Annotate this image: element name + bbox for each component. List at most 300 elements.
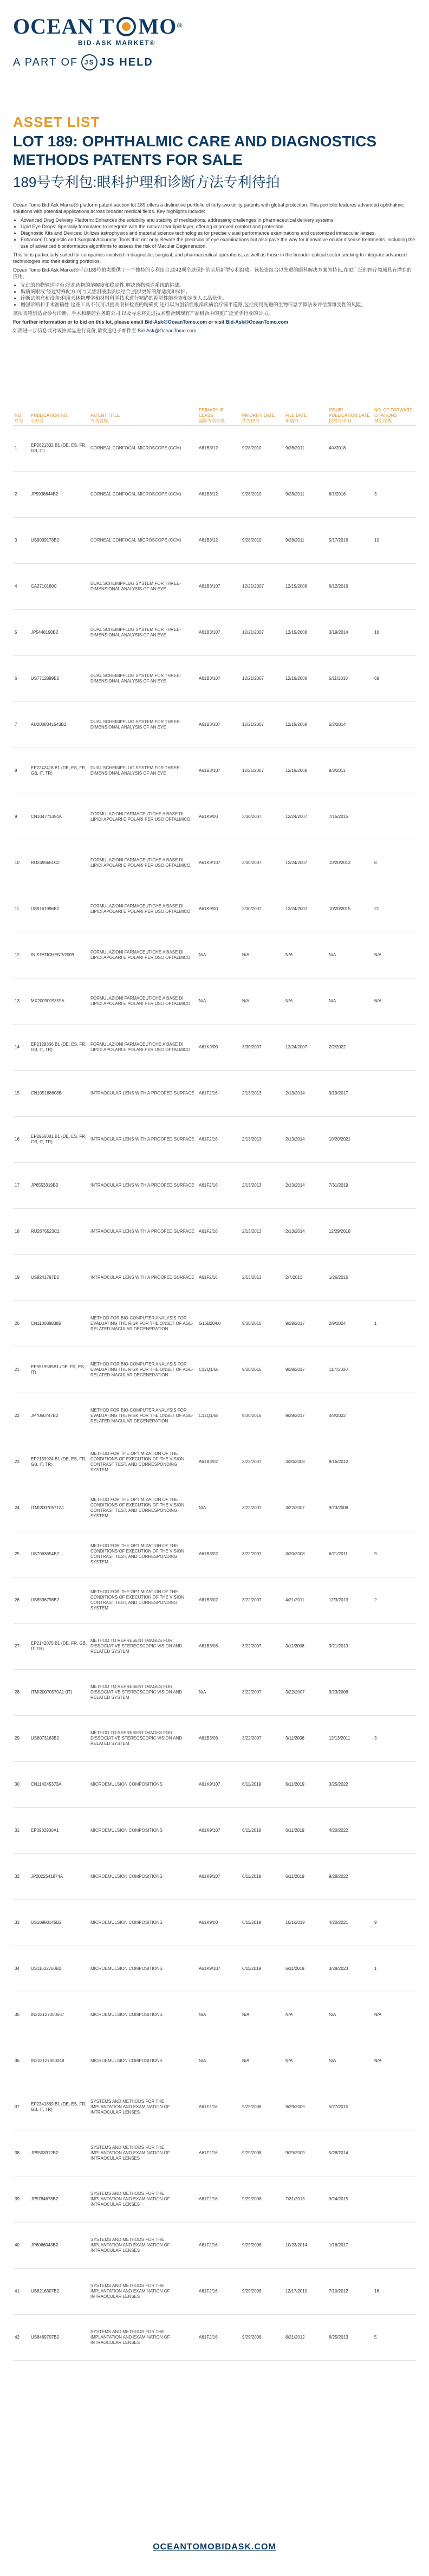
patent-title: FORMULAZIONI FARMACEUTICHE A BASE DI LIPIDI APOLARI E POLARI PER USO OFTALMICO xyxy=(89,1025,197,1071)
highlight-item: • Lipid Eye Drops: Specially formulated to integrate with the natural tear lipid layer, offering improved comfort and protection. xyxy=(21,223,416,230)
row-number: 10 xyxy=(13,840,29,886)
publication-number: US8073163B2 xyxy=(29,1716,89,1762)
publication-number: CN105188608B xyxy=(29,1071,89,1117)
contact-site-link[interactable]: Bid-Ask@OceanTomo.com xyxy=(225,319,288,325)
footer-website-link[interactable]: OCEANTOMOBIDASK.COM xyxy=(153,2542,276,2552)
priority-date: 6/11/2019 xyxy=(240,1808,284,1854)
column-header-label: PRIORITY DATE xyxy=(242,413,275,418)
patent-title: SYSTEMS AND METHODS FOR THE IMPLANTATION AND EXAMINATION OF INTRAOCULAR LENSES xyxy=(89,2269,197,2315)
issue-date: 12/29/2018 xyxy=(327,1209,373,1255)
table-row xyxy=(13,1854,416,1900)
priority-date: 9/30/2016 xyxy=(240,1347,284,1393)
patent-table-container xyxy=(13,407,416,2361)
publication-number: US9161996B2 xyxy=(29,886,89,932)
logo-text-right: M xyxy=(138,14,160,38)
column-header-label-chinese: 申请日 xyxy=(285,418,298,423)
column-header xyxy=(29,407,89,426)
table-row xyxy=(13,2223,416,2269)
priority-date: 2/13/2013 xyxy=(240,1255,284,1301)
file-date: 3/11/2008 xyxy=(284,1716,327,1762)
ip-class: A61F2/16 xyxy=(197,2315,240,2361)
publication-number: EP2142075 B1 (DE, FR, GB, IT, TR) xyxy=(29,1624,89,1670)
ip-class: C12Q1/68 xyxy=(197,1393,240,1439)
row-number: 42 xyxy=(13,2315,29,2361)
highlight-item: • Enhanced Diagnostic and Surgical Accuracy: Tools that not only elevate the precision of eye examinations but also pave the way for innovative ocular disease treatments, including the use of advanced bioinformatics algorithms to assess the risk of Macular Degeneration. xyxy=(21,236,416,249)
patent-title: SYSTEMS AND METHODS FOR THE IMPLANTATION AND EXAMINATION OF INTRAOCULAR LENSES xyxy=(89,2315,197,2361)
issue-date: N/A xyxy=(327,1992,373,2038)
forward-citations xyxy=(373,1854,416,1900)
row-number: 5 xyxy=(13,610,29,656)
ip-class: A61F2/16 xyxy=(197,1255,240,1301)
priority-date: 3/22/2007 xyxy=(240,1670,284,1716)
forward-citations xyxy=(373,1670,416,1716)
file-date: 12/24/2007 xyxy=(284,840,327,886)
publication-number: EP3519585B1 (DE, FR, ES, IT) xyxy=(29,1347,89,1393)
file-date: 10/1/2019 xyxy=(284,1900,327,1946)
patent-title: INTRAOCULAR LENS WITH A PROOFED SURFACE xyxy=(89,1071,197,1117)
publication-number: JP5448198B2 xyxy=(29,610,89,656)
patent-title: CORNEAL CONFOCAL MICROSCOPE (CCM) xyxy=(89,426,197,472)
row-number: 15 xyxy=(13,1071,29,1117)
file-date: 12/24/2007 xyxy=(284,886,327,932)
priority-date: 3/22/2007 xyxy=(240,1577,284,1624)
ip-class: A61F2/16 xyxy=(197,2223,240,2269)
column-header-label-chinese: 授权/公开日 xyxy=(329,418,352,423)
column-header-label: PUBLICATION NO. xyxy=(31,413,69,418)
patent-title: METHOD FOR THE OPTIMIZATION OF THE CONDITIONS OF EXECUTION OF THE VISION CONTRAST TEST, AND CORRESPONDING SYSTEM xyxy=(89,1577,197,1624)
file-date: 3/20/2008 xyxy=(284,1531,327,1577)
patent-title: METHOD TO REPRESENT IMAGES FOR DISSOCIATIVE STEREOSCOPIC VISION AND RELATED SYSTEM xyxy=(89,1716,197,1762)
ip-class: N/A xyxy=(197,1670,240,1716)
priority-date: 12/21/2007 xyxy=(240,702,284,748)
publication-number: CN104771354A xyxy=(29,794,89,840)
table-row xyxy=(13,1301,416,1347)
ip-class: A61B3/12 xyxy=(197,472,240,518)
row-number: 39 xyxy=(13,2176,29,2223)
logo-text-end: O xyxy=(159,14,177,38)
row-number: 34 xyxy=(13,1946,29,1992)
priority-date: 9/29/2008 xyxy=(240,2130,284,2176)
priority-date: 12/21/2007 xyxy=(240,748,284,794)
table-row xyxy=(13,1670,416,1716)
column-header-label: NO. OF FORWARD CITATIONS xyxy=(374,408,413,418)
patent-title: FORMULAZIONI FARMACEUTICHE A BASE DI LIPIDI APOLARI E POLARI PER USO OFTALMICO xyxy=(89,840,197,886)
priority-date: 9/29/2008 xyxy=(240,2084,284,2130)
issue-date: N/A xyxy=(327,2038,373,2084)
column-header xyxy=(284,407,327,426)
row-number: 24 xyxy=(13,1485,29,1531)
publication-number: EP3982930A1 xyxy=(29,1808,89,1854)
file-date: 6/21/2012 xyxy=(284,2315,327,2361)
column-header xyxy=(89,407,197,426)
table-row xyxy=(13,1439,416,1485)
table-row xyxy=(13,2269,416,2315)
publication-number: CN110088838B xyxy=(29,1301,89,1347)
file-date: 2/13/2014 xyxy=(284,1071,327,1117)
file-date: 4/21/2011 xyxy=(284,1577,327,1624)
issue-date: 3/25/2022 xyxy=(327,1762,373,1808)
ocean-tomo-logo[interactable] xyxy=(13,15,416,47)
issue-date: 12/13/2011 xyxy=(327,1716,373,1762)
file-date: 9/29/2017 xyxy=(284,1393,327,1439)
ip-class: N/A xyxy=(197,978,240,1025)
priority-date: 12/21/2007 xyxy=(240,656,284,702)
file-date: 12/19/2008 xyxy=(284,656,327,702)
issue-date: N/A xyxy=(327,978,373,1025)
column-header-label-chinese: 优先权日 xyxy=(242,418,259,423)
publication-number: US10980145B2 xyxy=(29,1900,89,1946)
highlights-list-chinese xyxy=(13,282,416,308)
patent-title: INTRAOCULAR LENS WITH A PROOFED SURFACE xyxy=(89,1255,197,1301)
forward-citations xyxy=(373,1485,416,1531)
column-header-label: PRIMARY IP CLASS xyxy=(199,408,224,418)
file-date: 2/13/2014 xyxy=(284,1163,327,1209)
patent-title: DUAL SCHEIMPFLUG SYSTEM FOR THREE-DIMENSIONAL ANALYSIS OF AN EYE xyxy=(89,748,197,794)
part-of-line xyxy=(13,54,416,70)
patent-title: CORNEAL CONFOCAL MICROSCOPE (CCM) xyxy=(89,518,197,564)
forward-citations: N/A xyxy=(373,932,416,978)
table-row xyxy=(13,1163,416,1209)
priority-date: 3/22/2007 xyxy=(240,1439,284,1485)
table-row xyxy=(13,978,416,1025)
priority-date: 3/22/2007 xyxy=(240,1531,284,1577)
forward-citations: 16 xyxy=(373,2269,416,2315)
file-date: 9/28/2011 xyxy=(284,472,327,518)
ip-class: A61B3/08 xyxy=(197,1624,240,1670)
row-number: 13 xyxy=(13,978,29,1025)
priority-date: 3/30/2007 xyxy=(240,886,284,932)
issue-date: 9/24/2015 xyxy=(327,2176,373,2223)
forward-citations: 9 xyxy=(373,1900,416,1946)
publication-number: ITMI20070571A1 xyxy=(29,1485,89,1531)
publication-number: US7712899B2 xyxy=(29,656,89,702)
issue-date: 3/28/2023 xyxy=(327,1946,373,1992)
forward-citations xyxy=(373,794,416,840)
row-number: 27 xyxy=(13,1624,29,1670)
contact-line-chinese xyxy=(13,327,416,334)
table-row xyxy=(13,2084,416,2130)
priority-date: 9/28/2010 xyxy=(240,518,284,564)
publication-number: ITMI20070570A1 (IT) xyxy=(29,1670,89,1716)
js-held-name: JS HELD xyxy=(100,56,153,68)
highlight-item-chinese: • 诊断试剂盒和设备:利用天体物理学和材料科学技术进行精确的视觉性能检查和定制人工晶状体。 xyxy=(21,295,416,301)
row-number: 12 xyxy=(13,932,29,978)
priority-date: 9/28/2010 xyxy=(240,426,284,472)
ip-class: A61B3/107 xyxy=(197,748,240,794)
table-row xyxy=(13,1209,416,1255)
forward-citations: 21 xyxy=(373,886,416,932)
priority-date: 2/13/2013 xyxy=(240,1117,284,1163)
publication-number: JP5938644B2 xyxy=(29,472,89,518)
table-row xyxy=(13,2130,416,2176)
issue-date: 8/3/2011 xyxy=(327,748,373,794)
forward-citations xyxy=(373,1624,416,1670)
publication-number: CA2710160C xyxy=(29,564,89,610)
priority-date: 3/22/2007 xyxy=(240,1485,284,1531)
table-row xyxy=(13,1117,416,1163)
table-row xyxy=(13,1992,416,2038)
ip-class: C12Q1/68 xyxy=(197,1347,240,1393)
column-header xyxy=(240,407,284,426)
publication-number: JP6066043B2 xyxy=(29,2223,89,2269)
publication-number: JP5503912B2 xyxy=(29,2130,89,2176)
priority-date: 3/30/2007 xyxy=(240,1025,284,1071)
ip-class: A61F2/16 xyxy=(197,1117,240,1163)
column-header-label-chinese: 国际专利分类 xyxy=(199,418,225,423)
js-held-logo[interactable] xyxy=(81,54,153,70)
column-header xyxy=(13,407,29,426)
file-date: 12/19/2008 xyxy=(284,748,327,794)
issue-date: 7/15/2015 xyxy=(327,794,373,840)
table-row xyxy=(13,1347,416,1393)
priority-date: N/A xyxy=(240,978,284,1025)
row-number: 14 xyxy=(13,1025,29,1071)
ip-class: N/A xyxy=(197,1485,240,1531)
publication-number: US9241787B2 xyxy=(29,1255,89,1301)
column-header-label: FILE DATE xyxy=(285,413,307,418)
file-date: 3/22/2007 xyxy=(284,1485,327,1531)
row-number: 28 xyxy=(13,1670,29,1716)
patent-title: METHOD TO REPRESENT IMAGES FOR DISSOCIATIVE STEREOSCOPIC VISION AND RELATED SYSTEM xyxy=(89,1624,197,1670)
issue-date: 9/23/2008 xyxy=(327,1485,373,1531)
forward-citations xyxy=(373,2223,416,2269)
column-header-label-chinese: 公开号 xyxy=(31,418,44,423)
publication-number: EP2621332 B1 (DE, ES, FR, GB, IT) xyxy=(29,426,89,472)
publication-number: AU2008341543B2 xyxy=(29,702,89,748)
patent-title: INTRAOCULAR LENS WITH A PROOFED SURFACE xyxy=(89,1117,197,1163)
row-number: 32 xyxy=(13,1854,29,1900)
table-row xyxy=(13,518,416,564)
publication-number: JP5784678B2 xyxy=(29,2176,89,2223)
patent-title: MICROEMULSION COMPOSITIONS xyxy=(89,1762,197,1808)
table-row xyxy=(13,794,416,840)
table-row xyxy=(13,472,416,518)
row-number: 9 xyxy=(13,794,29,840)
issue-date: 2/2/2022 xyxy=(327,1025,373,1071)
ip-class: A61K9/00 xyxy=(197,886,240,932)
patent-title: MICROEMULSION COMPOSITIONS xyxy=(89,1808,197,1854)
file-date: 3/20/2008 xyxy=(284,1439,327,1485)
ip-class: A61K9/107 xyxy=(197,1808,240,1854)
forward-citations: N/A xyxy=(373,978,416,1025)
forward-citations xyxy=(373,1025,416,1071)
column-header-label: NO. xyxy=(15,413,23,418)
row-number: 11 xyxy=(13,886,29,932)
priority-date: 2/13/2013 xyxy=(240,1071,284,1117)
highlight-item-chinese: • 脂质滴眼液:经过特殊配方,可与天然泪液脂质层结合,提供更好的舒适度和保护。 xyxy=(21,288,416,295)
publication-number: EP2129366 B1 (DE, ES, FR, GB, IT, TR) xyxy=(29,1025,89,1071)
ip-class: A61K9/107 xyxy=(197,840,240,886)
forward-citations xyxy=(373,1439,416,1485)
forward-citations xyxy=(373,1117,416,1163)
priority-date: N/A xyxy=(240,2038,284,2084)
ip-class: A61B3/02 xyxy=(197,1439,240,1485)
table-row xyxy=(13,564,416,610)
priority-date: 9/29/2008 xyxy=(240,2176,284,2223)
publication-number: RU2676523C2 xyxy=(29,1209,89,1255)
ip-class: N/A xyxy=(197,932,240,978)
row-number: 3 xyxy=(13,518,29,564)
file-date: 6/11/2019 xyxy=(284,1808,327,1854)
issue-date: 5/11/2010 xyxy=(327,656,373,702)
file-date: 2/13/2014 xyxy=(284,1209,327,1255)
priority-date: 3/30/2007 xyxy=(240,794,284,840)
issue-date: 9/19/2017 xyxy=(327,1071,373,1117)
patent-title: MICROEMULSION COMPOSITIONS xyxy=(89,1900,197,1946)
intro-section xyxy=(13,202,416,336)
file-date: 12/19/2008 xyxy=(284,610,327,656)
contact-lead: For further information or to bid on this lot, please email xyxy=(13,319,144,325)
publication-number: IN202127000048 xyxy=(29,2038,89,2084)
file-date: 6/11/2019 xyxy=(284,1854,327,1900)
forward-citations xyxy=(373,2130,416,2176)
file-date: 9/28/2011 xyxy=(284,518,327,564)
suitability-paragraph-chinese: 该拍卖特别适合参与诊断、手术和制药业务的公司,以及寻求将先进技术整合到现有产品组合中的更广泛光学行业的公司。 xyxy=(13,311,273,316)
publication-number: EP2139924 B1 (DE, ES, FR, GB, IT, TR) xyxy=(29,1439,89,1485)
table-row xyxy=(13,1025,416,1071)
table-row xyxy=(13,1946,416,1992)
issue-date: 4/8/2022 xyxy=(327,1393,373,1439)
contact-email-link-chinese[interactable]: Bid-Ask@OceanTomo.com xyxy=(138,328,197,333)
priority-date: 6/11/2019 xyxy=(240,1946,284,1992)
file-date: 6/11/2019 xyxy=(284,1762,327,1808)
ip-class: A61K9/00 xyxy=(197,1900,240,1946)
patent-title: SYSTEMS AND METHODS FOR THE IMPLANTATION AND EXAMINATION OF INTRAOCULAR LENSES xyxy=(89,2084,197,2130)
patent-title: METHOD FOR BIO-COMPUTER ANALYSIS FOR EVALUATING THE RISK FOR THE ONSET OF AGE-RELATED MACULAR DEGENERATION xyxy=(89,1301,197,1347)
patent-title: DUAL SCHEIMPFLUG SYSTEM FOR THREE-DIMENSIONAL ANALYSIS OF AN EYE xyxy=(89,702,197,748)
forward-citations: 2 xyxy=(373,1577,416,1624)
ip-class: A61K9/107 xyxy=(197,1762,240,1808)
issue-date: 6/12/2016 xyxy=(327,564,373,610)
publication-number: CN114245373A xyxy=(29,1762,89,1808)
forward-citations: N/A xyxy=(373,2038,416,2084)
ip-class: A61F2/16 xyxy=(197,2084,240,2130)
patent-title: FORMULAZIONI FARMACEUTICHE A BASE DI LIPIDI APOLARI E POLARI PER USO OFTALMICO xyxy=(89,886,197,932)
ip-class: A61B3/12 xyxy=(197,518,240,564)
file-date: 2/7/2013 xyxy=(284,1255,327,1301)
forward-citations xyxy=(373,564,416,610)
forward-citations: 9 xyxy=(373,1531,416,1577)
issue-date: 6/1/2016 xyxy=(327,472,373,518)
file-date: 12/19/2008 xyxy=(284,702,327,748)
publication-number: EP2956081 B1 (DE, ES, FR, GB, IT, TR) xyxy=(29,1117,89,1163)
contact-email-link[interactable]: Bid-Ask@OceanTomo.com xyxy=(145,319,207,325)
publication-number: US8469707B2 xyxy=(29,2315,89,2361)
table-row xyxy=(13,656,416,702)
file-date: 6/11/2019 xyxy=(284,1946,327,1992)
issue-date: 11/4/2020 xyxy=(327,1347,373,1393)
table-row xyxy=(13,1900,416,1946)
ip-class: G16B20/00 xyxy=(197,1301,240,1347)
publication-number: JP7050747B2 xyxy=(29,1393,89,1439)
suitability-paragraph: This lot is particularly suited for companies involved in diagnostic, surgical, and pharmaceutical operations, as well as those in the broader optical sector seeking to integrate advanced technologies into their existing portfolios. xyxy=(13,252,407,264)
file-date: N/A xyxy=(284,1992,327,2038)
table-row xyxy=(13,932,416,978)
issue-date: 12/3/2013 xyxy=(327,1577,373,1624)
ip-class: N/A xyxy=(197,2038,240,2084)
table-row xyxy=(13,2176,416,2223)
file-date: 9/29/2009 xyxy=(284,2084,327,2130)
column-header-label: PATENT TITLE xyxy=(90,413,120,418)
row-number: 18 xyxy=(13,1209,29,1255)
forward-citations xyxy=(373,1393,416,1439)
publication-number: US7963654B2 xyxy=(29,1531,89,1577)
forward-citations: 1 xyxy=(373,1301,416,1347)
forward-citations xyxy=(373,1808,416,1854)
issue-date: 4/20/2021 xyxy=(327,1900,373,1946)
issue-date: 9/16/2012 xyxy=(327,1439,373,1485)
contact-line xyxy=(13,319,416,325)
patent-title: INTRAOCULAR LENS WITH A PROOFED SURFACE xyxy=(89,1163,197,1209)
table-header-row xyxy=(13,407,416,426)
patent-title: FORMULAZIONI FARMACEUTICHE A BASE DI LIPIDI APOLARI E POLARI PER USO OFTALMICO xyxy=(89,794,197,840)
row-number: 31 xyxy=(13,1808,29,1854)
issue-date: 5/2/2014 xyxy=(327,702,373,748)
ip-class: A61K9/107 xyxy=(197,1946,240,1992)
patent-title: MICROEMULSION COMPOSITIONS xyxy=(89,2038,197,2084)
table-row xyxy=(13,1762,416,1808)
forward-citations: 3 xyxy=(373,472,416,518)
issue-date: 4/20/2022 xyxy=(327,1808,373,1854)
file-date: 12/24/2007 xyxy=(284,794,327,840)
forward-citations: N/A xyxy=(373,1992,416,2038)
lot-title: LOT 189: OPHTHALMIC CARE AND DIAGNOSTICS METHODS PATENTS FOR SALE xyxy=(13,133,376,168)
publication-number: EP2341869 B1 (DE, ES, FR, GB, IT, TR) xyxy=(29,2084,89,2130)
row-number: 30 xyxy=(13,1762,29,1808)
forward-citations xyxy=(373,1209,416,1255)
patent-title: MICROEMULSION COMPOSITIONS xyxy=(89,1946,197,1992)
highlight-item-chinese: • 先进的药物输送平台:提高药物的溶解度和稳定性,解决药物输送系统的挑战。 xyxy=(21,282,416,288)
patent-title: DUAL SCHEIMPFLUG SYSTEM FOR THREE-DIMENSIONAL ANALYSIS OF AN EYE xyxy=(89,610,197,656)
highlight-item-chinese: • 增强诊断和手术准确性:这些工具不仅可以提高眼科检查的精确度,还可以为创新性眼部疾病治疗铺平道路,包括使用先进的生物信息学算法来评估黄斑变性的风险。 xyxy=(21,301,416,308)
highlight-item: • Advanced Drug Delivery Platform: Enhances the solubility and stability of medications, addressing challenges in pharmaceutical delivery systems. xyxy=(21,217,416,223)
table-body xyxy=(13,426,416,2361)
file-date: 3/22/2007 xyxy=(284,1670,327,1716)
table-row xyxy=(13,610,416,656)
issue-date: 1/26/2016 xyxy=(327,1255,373,1301)
row-number: 41 xyxy=(13,2269,29,2315)
ip-class: A61F2/16 xyxy=(197,2176,240,2223)
footer xyxy=(0,2542,429,2552)
forward-citations xyxy=(373,1762,416,1808)
issue-date: 10/20/2021 xyxy=(327,1117,373,1163)
table-row xyxy=(13,1071,416,1117)
patent-title: METHOD TO REPRESENT IMAGES FOR DISSOCIATIVE STEREOSCOPIC VISION AND RELATED SYSTEM xyxy=(89,1670,197,1716)
patent-title: METHOD FOR THE OPTIMIZATION OF THE CONDITIONS OF EXECUTION OF THE VISION CONTRAST TEST, AND CORRESPONDING SYSTEM xyxy=(89,1439,197,1485)
row-number: 4 xyxy=(13,564,29,610)
file-date: N/A xyxy=(284,2038,327,2084)
table-row xyxy=(13,2315,416,2361)
patent-title: METHOD FOR THE OPTIMIZATION OF THE CONDITIONS OF EXECUTION OF THE VISION CONTRAST TEST, AND CORRESPONDING SYSTEM xyxy=(89,1485,197,1531)
patent-title: METHOD FOR BIO-COMPUTER ANALYSIS FOR EVALUATING THE RISK FOR THE ONSET OF AGE-RELATED MACULAR DEGENERATION xyxy=(89,1393,197,1439)
forward-citations: 8 xyxy=(373,840,416,886)
logo-globe-icon xyxy=(116,17,136,36)
ip-class: A61B3/08 xyxy=(197,1716,240,1762)
logo-text-left: OCEAN T xyxy=(13,14,115,38)
table-row xyxy=(13,1531,416,1577)
column-header-label-chinese: 序号 xyxy=(15,418,23,423)
column-header-label-chinese: 专利名称 xyxy=(90,418,108,423)
row-number: 29 xyxy=(13,1716,29,1762)
table-row xyxy=(13,1716,416,1762)
file-date: 9/28/2011 xyxy=(284,426,327,472)
file-date: 3/11/2008 xyxy=(284,1624,327,1670)
publication-number: IN STATICHENP/2009 xyxy=(29,932,89,978)
row-number: 36 xyxy=(13,2038,29,2084)
issue-date: 9/23/2008 xyxy=(327,1670,373,1716)
row-number: 19 xyxy=(13,1255,29,1301)
forward-citations xyxy=(373,748,416,794)
